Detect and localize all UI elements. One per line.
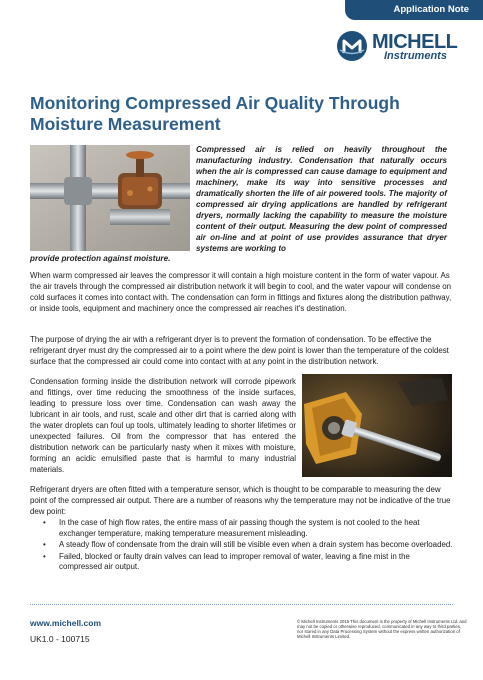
bullet-icon: • <box>43 540 46 549</box>
document-type-tab <box>345 0 483 20</box>
legal-notice: © Michell Instruments 2015 This document is the property of Michell Instruments Ltd. and may not be copied or otherwise reproduced, communicated in any way to third parties, nor stored in any Data Processing System without the express written authorization of Michell Instruments Limited. <box>297 619 467 639</box>
bullet-icon: • <box>43 518 46 527</box>
logo-subtitle: Instruments <box>384 50 447 62</box>
bullet-icon: • <box>43 551 46 561</box>
body-paragraph-2: The purpose of drying the air with a refrigerant dryer is to prevent the formation of condensation. To be effective the refrigerant dryer must dry the compressed air to a point where the dew point is lower than the temperature of the coldest surface that the compressed air could come into contact with at any point in the distribution network. <box>30 335 449 366</box>
list-item <box>30 518 453 539</box>
document-type-label: Application Note <box>393 4 469 15</box>
intro-paragraph: Compressed air is relied on heavily throughout the manufacturing industry. Condensation that naturally occurs when the air is compressed can cause damage to equipment and machinery, make its way into sensitive processes and dramatically shorten the life of air powered tools. The majority of compressed air drying applications are handled by refrigerant dryers, normally lacking the capability to measure the moisture content of their output. Measuring the dew point of compressed air on-line and at point of use provides assurance that dryer systems are working to <box>196 145 447 253</box>
top-bar <box>0 0 483 20</box>
document-code: UK1.0 - 100715 <box>30 634 90 644</box>
list-item-text: Failed, blocked or faulty drain valves can lead to improper removal of water, leaving a fine mist in the compressed air output. <box>59 551 410 571</box>
body-paragraph-4: Refrigerant dryers are often fitted with a temperature sensor, which is thought to be comparable to measuring the dew point of the compressed air output. There are a number of reasons why the temperature may not be indicative of the true dew point: <box>30 485 451 516</box>
list-item-text: A steady flow of condensate from the drain will still be visible even when a drain system has become overloaded. <box>59 540 453 549</box>
michell-logo <box>336 30 471 64</box>
logo-wordmark: MICHELL <box>372 31 458 53</box>
body-paragraph-1: When warm compressed air leaves the compressor it will contain a high moisture content in the form of water vapour. As the air travels through the compressed air distribution network it will begin to cool, and the water vapour will condense on cold surfaces it comes into contact with. The condensation can form in fittings and fixtures along the distribution pathway, or inside tools, equipment and machinery once the compressed air reaches it's destination. <box>30 271 452 313</box>
intro-paragraph-tail: provide protection against moisture. <box>30 254 171 263</box>
body-paragraph-3: Condensation forming inside the distribution network will corrode pipework and fittings, over time reducing the smoothness of the inside surfaces, leading to pressure loss over time. Condensation can wash away the lubricant in air tools, and rust, scale and other dirt that is carried along with the water droplets can foul up tools, ultimately leading to shorter lifetimes or unexpected failures. Oil from the compressor that has entered the distribution network can be particularly nasty when it mixes with moisture, forming an acidic emulsified paste that is harmful to many industrial materials. <box>30 377 296 474</box>
list-item <box>30 552 453 573</box>
list-item-text: In the case of high flow rates, the entire mass of air passing though the system is not cooled to the heat exchanger temperature, making temperature measurement misleading. <box>59 518 420 538</box>
reasons-list <box>30 518 453 574</box>
secondary-photo-air-tool <box>302 374 452 477</box>
footer-divider <box>30 604 453 605</box>
list-item <box>30 540 453 551</box>
michell-logo-icon <box>336 30 368 62</box>
page-title: Monitoring Compressed Air Quality Through Moisture Measurement <box>30 93 400 134</box>
website-link[interactable]: www.michell.com <box>30 618 102 628</box>
hero-photo-pipe-valve <box>30 145 190 251</box>
